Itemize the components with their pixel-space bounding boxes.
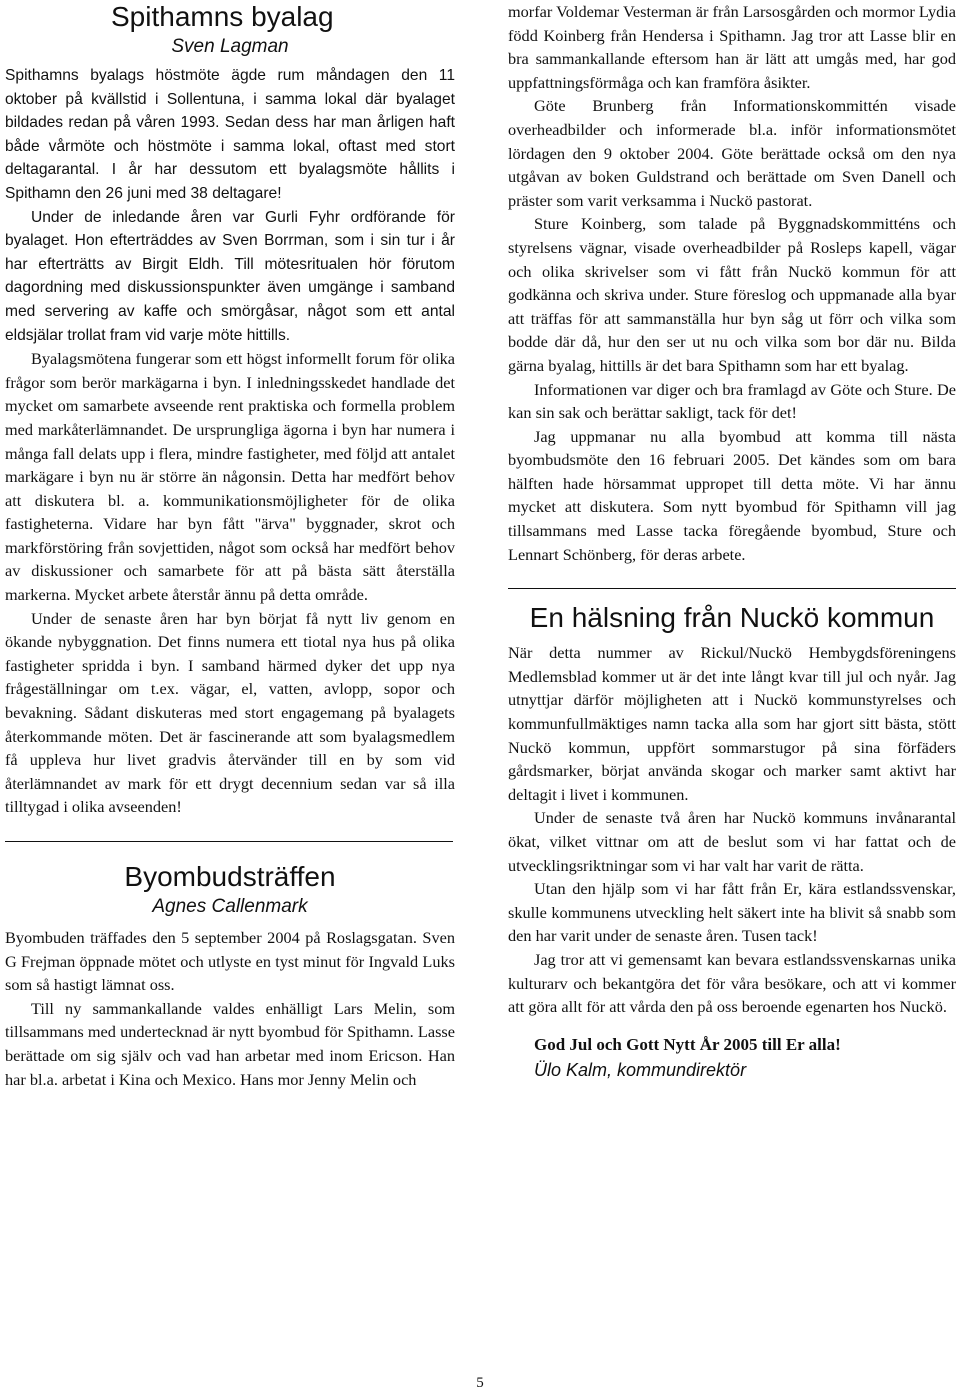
article-paragraph: Jag uppmanar nu alla byombud att komma till nästa byombudsmöte den 16 februari 2005. Det kändes som om bara hälften hade hörsammat uppropet till detta möte. Vi har ännu mycket att diskutera. Som nytt byombud för Spithamn vill jag tillsammans med Lasse tacka föregående byombud, Sture och Lennart Schönberg, för deras arbete.: [508, 426, 956, 564]
left-column: [5, 0, 455, 1091]
article-paragraph: Spithamns byalags höstmöte ägde rum måndagen den 11 oktober på kvällstid i Sollentuna, i samma lokal där byalaget bildades redan på våren 1993. Sedan dess har man årligen haft både vårmöte och höstmöte i samma lokal, oftast med stort deltagarantal. I år har dessutom ett byalagsmöte hållits i Spithamn den 26 juni med 38 deltagare!: [5, 67, 455, 202]
article-paragraph: Göte Brunberg från Informationskommittén visade overheadbilder och informerade bl.a. inför informationsmötet lördagen den 9 oktober 2004. Göte berättade också om den nya utgåvan av boken Guldstrand och berättade om Sven Danell och präster som varit verksamma i Nuckö pastorat.: [508, 96, 956, 210]
article-paragraph: När detta nummer av Rickul/Nuckö Hembygdsföreningens Medlemsblad kommer ut är det inte långt kvar till jul och nyår. Jag utnyttjar därför möjligheten att i Nuckö kommunstyrelses och kommunfullmäktiges namn tacka alla som har gjort sitt bästa, stött Nuckö kommun, uppfört sommarstugor på sina förfäders gårdsmarker, börjat använda skogar och marker samt aktivt har deltagit i livet i kommunen.: [508, 643, 956, 804]
article-paragraph: Byombuden träffades den 5 september 2004 på Roslagsgatan. Sven G Frejman öppnade mötet och utlyste en tyst minut för Ingvald Luks som så hastigt lämnat oss.: [5, 928, 455, 995]
article-paragraph: morfar Voldemar Vesterman är från Larsosgården och mormor Lydia född Koinberg från Hendersa i Spithamn. Jag tror att Lasse blir en bra sammankallande eftersom han är lätt att umgås med, har god uppfattningsförmåga och kan framföra åsikter.: [508, 2, 956, 92]
article-byombudstraffen: [5, 860, 455, 1091]
article-title: Byombudsträffen: [124, 861, 336, 892]
article-paragraph: Till ny sammankallande valdes enhälligt Lars Melin, som tillsammans med undertecknad är nytt byombud för Spithamn. Lasse berättade om sig själv och vad han arbetar med inom Ericson. Han har bl.a. arbetat i Kina och Mexico. Hans mor Jenny Melin och: [5, 998, 455, 1089]
page-number: 5: [476, 1375, 484, 1391]
article-title: En hälsning från Nuckö kommun: [529, 602, 935, 634]
article-paragraph: Utan den hjälp som vi har fått från Er, kära estlandssvenskar, skulle kommunens utveckling helt säkert inte ha blivit så snabb som den har varit under de senaste åren. Tusen tack!: [508, 879, 956, 946]
article-title: Spithamns byalag: [111, 1, 334, 32]
article-paragraph: Byalagsmötena fungerar som ett högst informellt forum för olika frågor som berör markägarna i byn. I inledningsskedet handlade det mycket om samarbete avseende rent praktiska och formella problem med markåterlämnandet. De ursprungliga ägorna i byn har numera i många fall delats upp i flera, mindre fastigheter, med följd att antalet markägare i byn nu är större än någonsin. Detta har medfört behov att diskutera bl. a. kommunikationsmöjligheter för de olika fastigheterna. Vidare har byn fått "ärva" byggnader, skrot och markförstöring från sovjettiden, något som också har medfört behov av diskussioner och samarbete för att på bästa sätt återställa markerna. Mycket arbete återstår ännu på detta område.: [5, 349, 455, 605]
article-author: Sven Lagman: [171, 36, 289, 57]
right-column: [508, 0, 956, 1083]
section-divider: [508, 588, 956, 589]
article-paragraph: Sture Koinberg, som talade på Byggnadskommitténs och styrelsens vägnar, visade overheadbilder på Rosleps kapell, vägar och olika skrivelser som vi fått från Nuckö kommun för att godkänna och skriva under. Sture föreslog och uppmanade alla byar att träffas för att sammanställa hur byn såg ut förr och vilka som bodde där då, hur den ser ut nu och vilka som bor där nu. Bilda gärna byalag, hittills är det bara Spithamn som har ett byalag.: [508, 214, 956, 375]
section-divider: [5, 841, 453, 842]
signature: Ülo Kalm, kommundirektör: [534, 1059, 747, 1080]
article-paragraph: Under de senaste två åren har Nuckö kommuns invånarantal ökat, vilket vittnar om att de beslut som vi har fattat och de utvecklingsriktningar som vi har valt har varit de rätta.: [508, 808, 956, 875]
article-paragraph: Jag tror att vi gemensamt kan bevara estlandssvenskarnas unika kulturarv och bekantgöra det för våra besökare, och att vi kommer att göra allt för att vårda den på oss beroende egenarten hos Nuckö.: [508, 949, 956, 1017]
article-paragraph: Under de senaste åren har byn börjat få nytt liv genom en ökande nybyggnation. Det finns numera ett tiotal nya hus på olika fastigheter spridda i byn. I samband härmed dyker det upp nya frågeställningar om t.ex. vägar, el, vatten, avlopp, sopor och bevakning. Sådant diskuteras med stort engagemang på byalagets återkommande möten. Det är fascinerande att som byalagsmedlem få uppleva hur livet gradvis återvänder till en by som vid återlämnandet av mark för ett drygt decennium sedan var så illa tilltygad i olika avseenden!: [5, 608, 455, 817]
article-paragraph: Informationen var diger och bra framlagd av Göte och Sture. De kan sin sak och berättar sakligt, tack för det!: [508, 379, 956, 423]
article-paragraph: Under de inledande åren var Gurli Fyhr ordförande för byalaget. Hon efterträddes av Sven Borrman, som i sin tur i år har efterträtts av Birgit Eldh. Till mötesritualen hör förutom dagordning med diskussionspunkter även umgänge i samband med servering av kaffe och smörgåsar, något som ett antal eldsjälar trollat fram vid varje möte hittills.: [5, 208, 455, 344]
article-spithamns-byalag: [5, 0, 455, 819]
holiday-greeting: God Jul och Gott Nytt År 2005 till Er alla!: [534, 1034, 841, 1054]
article-byombudstraffen-continued: [508, 0, 956, 566]
article-halsning-nucko: [508, 601, 956, 1083]
article-author: Agnes Callenmark: [152, 896, 308, 917]
